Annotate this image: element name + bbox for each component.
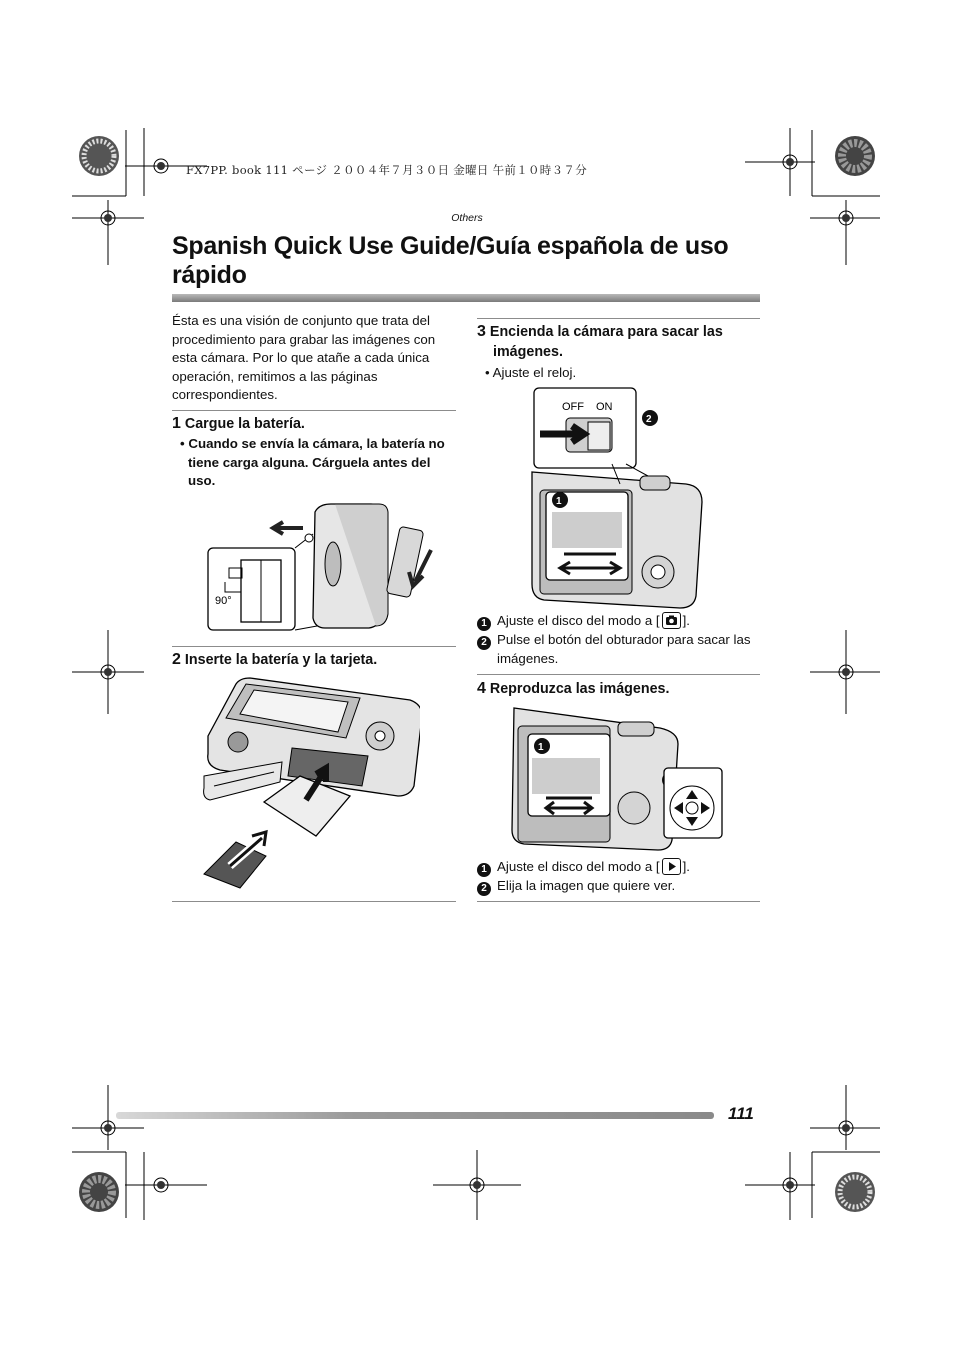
playback-mode-icon: [662, 858, 681, 875]
step-4-callouts: [477, 858, 760, 896]
callout-badge-2: 2: [477, 882, 491, 896]
callout-text: Elija la imagen que quiere ver.: [497, 878, 676, 893]
step-1-number: 1: [172, 415, 181, 432]
divider: [477, 674, 760, 675]
step-2-title: Inserte la batería y la tarjeta.: [184, 652, 378, 668]
step-3-callouts: [477, 612, 760, 669]
divider: [172, 646, 456, 647]
divider: [172, 410, 456, 411]
svg-text:2: 2: [646, 414, 652, 425]
step-1: [172, 414, 456, 491]
step-3-callout-2: [477, 631, 760, 669]
angle-label: 90°: [215, 595, 232, 607]
step-3-title: Encienda la cámara para sacar las imágenes.: [489, 324, 723, 360]
step-3-heading: [477, 322, 760, 362]
step-1-note: • Cuando se envía la cámara, la batería no tiene carga alguna. Cárguela antes del uso.: [180, 436, 445, 489]
step-1-heading: [172, 414, 456, 434]
divider: [477, 901, 760, 902]
step-2: [172, 650, 456, 670]
step-3-number: 3: [477, 323, 486, 340]
step-4: [477, 679, 760, 699]
step-3-callout-1: [477, 612, 760, 631]
step-3-note-text: Ajuste el reloj.: [492, 365, 577, 380]
switch-off-label: OFF: [562, 401, 584, 413]
divider: [477, 318, 760, 319]
section-label: Others: [451, 212, 483, 224]
divider: [172, 901, 456, 902]
footer-bar: [116, 1112, 714, 1119]
step-2-heading: [172, 650, 456, 670]
callout-text-end: ].: [682, 613, 690, 628]
callout-badge-2: 2: [477, 636, 491, 650]
step-4-heading: [477, 679, 760, 699]
callout-badge-1: 1: [477, 617, 491, 631]
camera-mode-icon: [662, 612, 681, 629]
intro-paragraph: Ésta es una visión de conjunto que trata del procedimiento para grabar las imágenes con esta cámara. Por lo que atañe a cada única operación, remitimos a las páginas correspondientes.: [172, 313, 436, 403]
svg-text:1: 1: [556, 496, 562, 507]
callout-text: Ajuste el disco del modo a [: [497, 613, 660, 628]
callout-badge-1: 1: [477, 863, 491, 877]
step-4-callout-2: [477, 877, 760, 896]
switch-on-label: ON: [596, 401, 613, 413]
svg-text:1: 1: [538, 742, 544, 753]
step-4-number: 4: [477, 680, 486, 697]
print-header: FX7PP. book 111 ページ ２００４年７月３０日 金曜日 午前１０時３７分: [186, 163, 588, 177]
playback-illustration: [510, 704, 725, 854]
step-4-callout-1: [477, 858, 760, 877]
page-number: 111: [728, 1104, 754, 1123]
power-on-illustration: [530, 386, 710, 610]
callout-text: Pulse el botón del obturador para sacar las imágenes.: [497, 632, 751, 666]
step-3: [477, 322, 760, 383]
step-1-title: Cargue la batería.: [184, 416, 305, 432]
page-title: Spanish Quick Use Guide/Guía española de uso rápido: [172, 232, 729, 289]
step-2-number: 2: [172, 651, 181, 668]
battery-charger-illustration: [205, 498, 445, 638]
step-4-title: Reproduzca las imágenes.: [489, 681, 670, 697]
insert-battery-card-illustration: [200, 676, 420, 891]
step-3-note: • Ajuste el reloj.: [485, 365, 577, 380]
callout-text-end: ].: [682, 859, 690, 874]
title-underline-bar: [172, 294, 760, 302]
callout-text: Ajuste el disco del modo a [: [497, 859, 660, 874]
step-1-note-text: Cuando se envía la cámara, la batería no tiene carga alguna. Cárguela antes del uso.: [188, 436, 445, 489]
